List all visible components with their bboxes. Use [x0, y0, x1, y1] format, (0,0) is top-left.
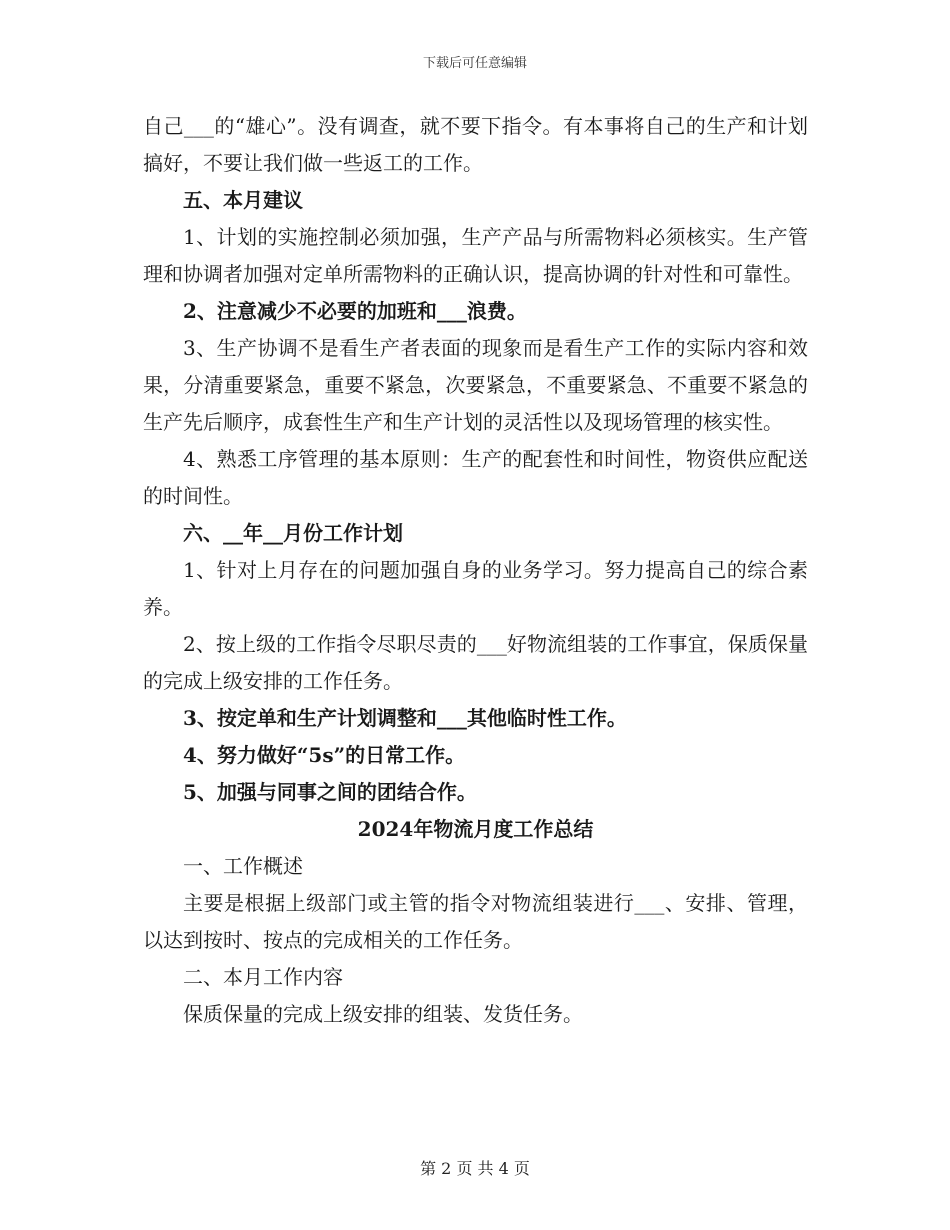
section-heading-content: 二、本月工作内容: [183, 965, 343, 989]
content-paragraph: 保质保量的完成上级安排的组装、发货任务。: [183, 1002, 583, 1026]
plan-item-5: 5、加强与同事之间的团结合作。: [183, 780, 477, 804]
section-heading-5: 五、本月建议: [183, 188, 303, 212]
suggestion-1: 1、计划的实施控制必须加强，生产产品与所需物料必须核实。生产管理和协调者加强对定单所需物料的正确认识，提高协调的针对性和可靠性。: [143, 225, 808, 286]
page-header: 下载后可任意编辑: [422, 56, 527, 71]
plan-item-1: 1、针对上月存在的问题加强自身的业务学习。努力提高自己的综合素养。: [143, 558, 808, 619]
suggestion-3: 3、生产协调不是看生产者表面的现象而是看生产工作的实际内容和效果，分清重要紧急，重要不紧急，次要紧急，不重要紧急、不重要不紧急的生产先后顺序，成套性生产和生产计划的灵活性以及现场管理的核实性。: [143, 336, 808, 434]
suggestion-2: 2、注意减少不必要的加班和___浪费。: [183, 299, 527, 323]
page-footer: 第 2 页 共 4 页: [420, 1159, 530, 1178]
suggestion-4: 4、熟悉工序管理的基本原则：生产的配套性和时间性，物资供应配送的时间性。: [143, 447, 808, 508]
overview-paragraph: 主要是根据上级部门或主管的指令对物流组装进行___、安排、管理，以达到按时、按点的完成相关的工作任务。: [143, 891, 808, 952]
plan-item-4: 4、努力做好“5s”的日常工作。: [183, 743, 466, 767]
section-heading-overview: 一、工作概述: [183, 854, 303, 878]
document-body: [143, 108, 808, 1033]
section-heading-6: 六、__年__月份工作计划: [183, 521, 403, 545]
document-title: 2024年物流月度工作总结: [357, 817, 594, 841]
plan-item-3: 3、按定单和生产计划调整和___其他临时性工作。: [183, 706, 627, 730]
plan-item-2: 2、按上级的工作指令尽职尽责的___好物流组装的工作事宜，保质保量的完成上级安排的工作任务。: [143, 632, 808, 693]
paragraph-continuation: 自己___的“雄心”。没有调查，就不要下指令。有本事将自己的生产和计划搞好，不要让我们做一些返工的工作。: [143, 114, 808, 175]
